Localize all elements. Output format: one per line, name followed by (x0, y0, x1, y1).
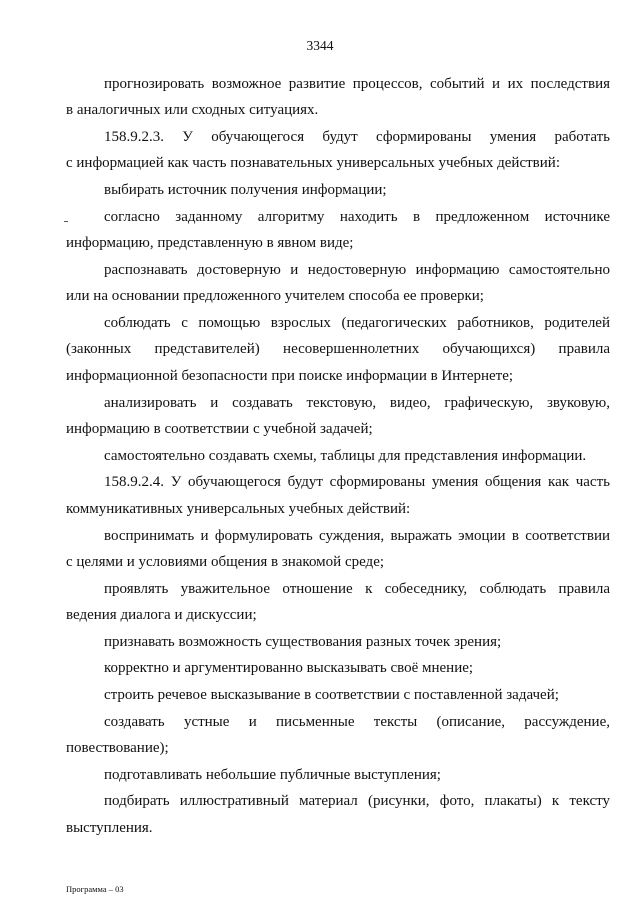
text-line: выступления. (66, 820, 153, 836)
text-line: информацию в соответствии с учебной задачей; (66, 421, 373, 437)
text-line: коммуникативных универсальных учебных действий: (66, 501, 411, 517)
text-line: с целями и условиями общения в знакомой среде; (66, 554, 385, 570)
text-line: с информацией как часть познавательных универсальных учебных действий: (66, 155, 560, 171)
text-line: строить речевое высказывание в соответствии с поставленной задачей; (104, 687, 559, 703)
text-line: создавать устные и письменные тексты (описание, рассуждение, (104, 714, 610, 730)
scan-mark (64, 221, 68, 222)
text-line: проявлять уважительное отношение к собеседнику, соблюдать правила (104, 581, 610, 597)
text-line: выбирать источник получения информации; (104, 182, 387, 198)
text-line: информационной безопасности при поиске информации в Интернете; (66, 368, 514, 384)
text-line: прогнозировать возможное развитие процессов, событий и их последствия (104, 76, 610, 92)
text-line: признавать возможность существования разных точек зрения; (104, 634, 502, 650)
text-line: ведения диалога и дискуссии; (66, 607, 257, 623)
text-line: информацию, представленную в явном виде; (66, 235, 354, 251)
text-line: самостоятельно создавать схемы, таблицы для представления информации. (104, 448, 587, 464)
text-line: корректно и аргументированно высказывать своё мнение; (104, 660, 474, 676)
text-line: 158.9.2.3. У обучающегося будут сформированы умения работать (104, 129, 610, 145)
text-line: согласно заданному алгоритму находить в предложенном источнике (104, 209, 610, 225)
text-line: или на основании предложенного учителем способа ее проверки; (66, 288, 484, 304)
text-line: в аналогичных или сходных ситуациях. (66, 102, 319, 118)
text-line: воспринимать и формулировать суждения, выражать эмоции в соответствии (104, 528, 610, 544)
footer-note: Программа – 03 (66, 884, 124, 894)
text-line: 158.9.2.4. У обучающегося будут сформированы умения общения как часть (104, 474, 610, 490)
text-line: соблюдать с помощью взрослых (педагогических работников, родителей (104, 315, 610, 331)
text-line: подготавливать небольшие публичные выступления; (104, 767, 441, 783)
text-line: распознавать достоверную и недостоверную информацию самостоятельно (104, 262, 610, 278)
text-line: повествование); (66, 740, 169, 756)
text-line: (законных представителей) несовершеннолетних обучающихся) правила (66, 341, 610, 357)
text-line: подбирать иллюстративный материал (рисунки, фото, плакаты) к тексту (104, 793, 610, 809)
text-line: анализировать и создавать текстовую, видео, графическую, звуковую, (104, 395, 610, 411)
page-number: 3344 (306, 38, 334, 53)
